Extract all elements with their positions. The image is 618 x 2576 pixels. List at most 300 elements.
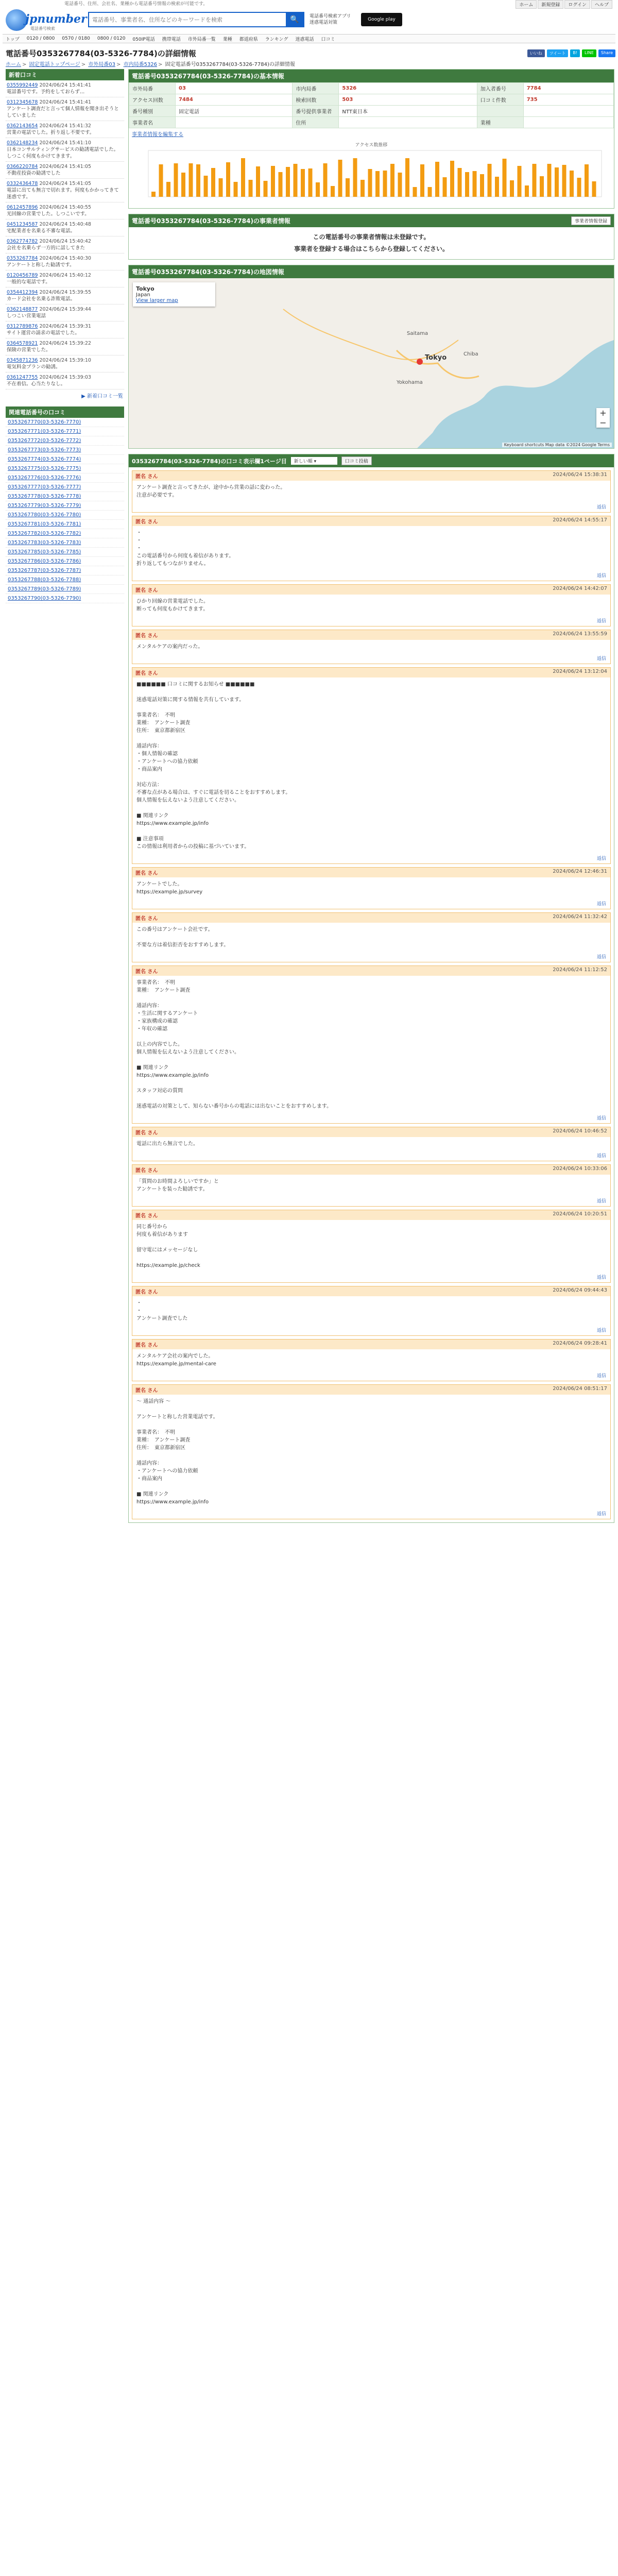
recent-review-number[interactable]: 0332436478 <box>7 181 38 187</box>
review-author: 匿名 さん <box>135 1168 158 1174</box>
access-bar <box>316 182 320 197</box>
review-item <box>132 912 611 962</box>
review-item <box>132 1127 611 1161</box>
recent-review-number[interactable]: 0362143654 <box>7 123 38 129</box>
recent-review-number[interactable]: 0354412394 <box>7 290 38 295</box>
access-bar <box>271 166 275 197</box>
review-author: 匿名 さん <box>135 633 158 639</box>
access-bar <box>540 176 544 197</box>
nav-item[interactable]: 市外局番一覧 <box>187 37 216 42</box>
review-header <box>132 913 610 923</box>
basic-info-table <box>129 82 614 128</box>
google-play-badge[interactable]: Google play <box>361 13 402 26</box>
zoom-in-icon[interactable]: + <box>599 408 607 418</box>
related-number-link[interactable]: 0353267789(03-5326-7789) <box>6 585 124 594</box>
basic-info-key: 検索回数 <box>293 94 339 106</box>
basic-info-value: 5326 <box>339 83 477 94</box>
recent-review-number[interactable]: 0451234587 <box>7 222 38 227</box>
recent-review-text: サイト運営の請求の電話でした。 <box>7 330 80 336</box>
basic-info-key: 市内局番 <box>293 83 339 94</box>
review-body: ひかり回線の営業電話でした。 断っても何度もかけてきます。 <box>136 599 209 612</box>
review-author: 匿名 さん <box>135 1388 158 1394</box>
access-bar <box>308 168 313 197</box>
access-bar <box>338 160 342 197</box>
review-body: 事業者名： 不明 業種： アンケート調査 通話内容： ・生活に関するアンケート ・家族構成の確認 ・年収の確認 以上の内容でした。 個人情報を伝えないよう注意してください。 ■ 関連リンク https://www.example.jp/info スタッフ対応の質問 迷惑電話の対策として、知らない番号からの電話には出ないことをおすすめします。 <box>136 980 332 1109</box>
breadcrumb-local-code[interactable]: 市内局番5326 <box>123 62 158 67</box>
review-reply-link[interactable]: 返信 <box>596 619 606 624</box>
recent-review-number[interactable]: 0345871236 <box>7 358 38 363</box>
access-bar <box>256 166 260 197</box>
access-bar <box>405 158 409 197</box>
related-number-link[interactable]: 0353267790(03-5326-7790) <box>6 594 124 603</box>
map-card-title: Tokyo <box>136 285 154 292</box>
search-box <box>88 12 304 27</box>
basic-info-value: 7484 <box>176 94 293 106</box>
recent-review-date: 2024/06/24 15:40:48 <box>39 222 91 227</box>
review-body: ・ ・ ・ この電話番号から何度も着信があります。 折り返してもつながりません。 <box>136 530 234 567</box>
access-bar <box>547 164 552 197</box>
basic-info-value: 固定電話 <box>176 106 293 117</box>
access-bar <box>219 178 223 197</box>
logo-text: jpnumber <box>25 12 87 26</box>
review-item <box>132 1286 611 1336</box>
review-item <box>132 470 611 513</box>
access-bar <box>353 158 357 197</box>
related-number-link[interactable]: 0353267779(03-5326-7779) <box>6 501 124 511</box>
review-author: 匿名 さん <box>135 1130 158 1136</box>
header <box>3 5 615 34</box>
access-bar <box>480 174 484 197</box>
map-heading <box>129 265 614 278</box>
recent-review-item <box>6 372 124 389</box>
breadcrumb-home[interactable]: ホーム <box>6 62 21 67</box>
recent-review-text: 一般的な電話です。 <box>7 279 50 285</box>
related-number-link[interactable]: 0353267771(03-5326-7771) <box>6 427 124 436</box>
register-business-button[interactable]: 事業者情報登録 <box>571 216 611 225</box>
related-number-link[interactable]: 0353267776(03-5326-7776) <box>6 473 124 483</box>
basic-info-key: 口コミ件数 <box>477 94 523 106</box>
review-sort-select[interactable]: 新しい順 ▾ <box>291 457 337 465</box>
map-label-chiba: Chiba <box>464 351 478 357</box>
review-header <box>132 668 610 677</box>
share-buttons <box>527 49 615 57</box>
access-bar <box>390 164 394 197</box>
review-author: 匿名 さん <box>135 1343 158 1348</box>
review-header <box>132 1385 610 1395</box>
related-number-link[interactable]: 0353267780(03-5326-7780) <box>6 511 124 520</box>
recent-more-label: 新着口コミ一覧 <box>87 394 123 399</box>
access-chart-title: アクセス数推移 <box>355 143 388 148</box>
review-item <box>132 1210 611 1283</box>
review-author: 匿名 さん <box>135 969 158 975</box>
recent-review-number[interactable]: 0362148877 <box>7 307 38 312</box>
recent-review-item <box>6 219 124 236</box>
recent-review-number[interactable]: 0361247755 <box>7 375 38 380</box>
reviews-title: 0353267784(03-5326-7784)の口コミ表示欄1ページ目 <box>132 457 287 465</box>
recent-review-text: アンケートと称した勧誘です。 <box>7 262 75 268</box>
review-author: 匿名 さん <box>135 671 158 676</box>
review-reply-link[interactable]: 返信 <box>596 902 606 907</box>
review-reply-link[interactable]: 返信 <box>596 1374 606 1379</box>
nav-item[interactable]: 口コミ <box>321 37 335 42</box>
basic-info-key: 住所 <box>293 117 339 128</box>
review-body: メンタルケアの案内だった。 <box>136 644 203 650</box>
access-bar <box>241 158 245 197</box>
recent-review-item <box>6 253 124 270</box>
share-like-button[interactable]: いいね <box>527 49 545 57</box>
review-author: 匿名 さん <box>135 871 158 876</box>
recent-review-text: 電気料金プランの勧誘。 <box>7 364 61 370</box>
map-view[interactable] <box>129 278 614 448</box>
access-bar <box>301 169 305 197</box>
nav-item[interactable]: ランキング <box>265 37 288 42</box>
access-bar <box>204 176 208 197</box>
recent-review-text: 電話番号です。予約をしておらず… <box>7 89 85 95</box>
map-label-tokyo: Tokyo <box>425 354 447 362</box>
top-tagline: 電話番号、住所、会社名、業種から電話番号情報の検索が可能です。 <box>3 0 615 5</box>
recent-reviews-heading: 新着口コミ <box>6 69 124 80</box>
recent-review-item <box>6 321 124 338</box>
review-item <box>132 667 611 864</box>
basic-info-row <box>129 94 614 106</box>
access-bar <box>533 164 537 197</box>
related-number-link[interactable]: 0353267788(03-5326-7788) <box>6 575 124 585</box>
review-date: 2024/06/24 10:20:51 <box>553 1211 607 1217</box>
access-bar <box>443 177 447 197</box>
access-bar <box>286 167 290 197</box>
basic-info-key <box>477 106 523 117</box>
recent-review-date: 2024/06/24 15:40:30 <box>39 256 91 261</box>
search-button[interactable] <box>286 13 303 26</box>
recent-review-number[interactable]: 0353267784 <box>7 256 38 261</box>
access-bar <box>450 161 454 197</box>
review-item <box>132 1384 611 1519</box>
business-info-title: 電話番号0353267784(03-5326-7784)の事業者情報 <box>132 217 290 225</box>
basic-info-key: 事業者名 <box>129 117 176 128</box>
recent-review-date: 2024/06/24 15:39:22 <box>39 341 91 346</box>
map-info-card <box>133 282 215 307</box>
access-bar <box>570 171 574 197</box>
review-body: 「質問のお時間よろしいですか」と アンケートを装った勧誘です。 <box>136 1179 219 1192</box>
breadcrumb-landline[interactable]: 固定電話トップページ <box>29 62 80 67</box>
logo-subtext: 電話番号検索 <box>30 26 55 31</box>
review-item <box>132 867 611 909</box>
recent-review-date: 2024/06/24 15:41:10 <box>39 140 91 146</box>
review-header <box>132 585 610 595</box>
access-bar <box>525 185 529 197</box>
review-header <box>132 1286 610 1296</box>
basic-info-value <box>523 106 613 117</box>
page-title: 電話番号0353267784(03-5326-7784)の詳細情報 <box>6 48 196 58</box>
review-author: 匿名 さん <box>135 588 158 594</box>
review-date: 2024/06/24 13:12:04 <box>553 669 607 674</box>
review-body: 同じ番号から 何度も着信があります 留守電にはメッセージなし https://example.jp/check <box>136 1224 200 1268</box>
related-number-link[interactable]: 0353267772(03-5326-7772) <box>6 436 124 446</box>
business-unregistered-msg: この電話番号の事業者情報は未登録です。 <box>313 233 430 241</box>
review-date: 2024/06/24 13:55:59 <box>553 631 607 637</box>
search-icon: 🔍 <box>290 15 299 24</box>
access-chart-svg <box>133 148 607 205</box>
top-link-home[interactable]: ホーム <box>516 0 537 9</box>
recent-review-number[interactable]: 0362774782 <box>7 239 38 244</box>
recent-review-number[interactable]: 0355992449 <box>7 82 38 88</box>
access-bar <box>226 162 230 197</box>
recent-review-text: 保険の営業でした。 <box>7 347 51 353</box>
basic-info-title: 電話番号0353267784(03-5326-7784)の基本情報 <box>132 73 284 80</box>
recent-review-number[interactable]: 0364578921 <box>7 341 38 346</box>
nav-item[interactable]: 0570 / 0180 <box>62 36 90 41</box>
review-reply-link[interactable]: 返信 <box>596 573 606 579</box>
review-item <box>132 630 611 664</box>
zoom-out-icon[interactable]: − <box>599 418 607 428</box>
map-card-sub: Japan <box>136 292 150 298</box>
review-body: 電話に出たら無言でした。 <box>136 1141 198 1147</box>
recent-review-text: 電話に出ても無言で切れます。何度もかかってきて迷惑です。 <box>7 188 119 200</box>
basic-info-value: 03 <box>176 83 293 94</box>
breadcrumb-area-code[interactable]: 市外局番03 <box>88 62 115 67</box>
access-bar <box>166 182 170 197</box>
basic-info-value <box>176 117 293 128</box>
share-hatena-button[interactable]: B! <box>570 49 580 57</box>
access-bar <box>383 171 387 197</box>
review-date: 2024/06/24 08:51:17 <box>553 1386 607 1392</box>
access-bar <box>234 182 238 197</box>
post-review-button[interactable]: 口コミ投稿 <box>341 456 372 465</box>
recent-review-text: 不動産投資の勧誘でした <box>7 171 61 176</box>
map-zoom-controls <box>596 408 610 428</box>
related-number-link[interactable]: 0353267781(03-5326-7781) <box>6 520 124 529</box>
review-date: 2024/06/24 14:42:07 <box>553 586 607 591</box>
access-bar <box>398 173 402 197</box>
recent-review-item <box>6 179 124 202</box>
review-item <box>132 965 611 1124</box>
access-bar <box>562 165 566 197</box>
basic-info-value: 7784 <box>523 83 613 94</box>
recent-review-date: 2024/06/24 15:39:10 <box>39 358 91 363</box>
business-info-panel <box>128 214 614 260</box>
basic-info-row <box>129 106 614 117</box>
review-body: ・ ・ アンケート調査でした <box>136 1300 188 1321</box>
review-header <box>132 868 610 877</box>
related-number-link[interactable]: 0353267774(03-5326-7774) <box>6 455 124 464</box>
recent-review-number[interactable]: 0612457896 <box>7 205 38 210</box>
app-promo-text: 電話番号検索アプリ 迷惑電話対策 <box>310 14 351 25</box>
related-number-link[interactable]: 0353267785(03-5326-7785) <box>6 548 124 557</box>
search-input[interactable] <box>89 13 286 26</box>
nav-item[interactable]: トップ <box>6 37 20 42</box>
recent-review-number[interactable]: 0312345678 <box>7 99 38 105</box>
map-label-yokohama: Yokohama <box>397 380 423 385</box>
access-bar <box>360 180 365 197</box>
review-reply-link[interactable]: 返信 <box>596 505 606 510</box>
access-bar <box>510 180 514 197</box>
share-tweet-button[interactable]: ツイート <box>547 49 569 57</box>
access-bar <box>435 162 439 197</box>
recent-review-date: 2024/06/24 15:41:32 <box>39 123 91 129</box>
review-date: 2024/06/24 14:55:17 <box>553 517 607 523</box>
main-nav <box>3 34 615 43</box>
columns <box>3 69 615 1528</box>
access-bar <box>368 169 372 197</box>
nav-item[interactable]: 0800 / 0120 <box>97 36 126 41</box>
related-number-link[interactable]: 0353267782(03-5326-7782) <box>6 529 124 538</box>
edit-business-link[interactable]: 事業者情報を編集する <box>132 132 183 138</box>
recent-review-text: 光回線の営業でした。しつこいです。 <box>7 211 90 217</box>
review-body: メンタルケア会社の案内でした。 https://example.jp/mental-care <box>136 1353 216 1367</box>
recent-review-date: 2024/06/24 15:39:55 <box>39 290 91 295</box>
map-pin-icon <box>417 359 423 365</box>
nav-item[interactable]: 迷惑電話 <box>295 37 314 42</box>
access-bar <box>323 163 328 197</box>
review-header <box>132 471 610 481</box>
map-title: 電話番号0353267784(03-5326-7784)の地図情報 <box>132 268 284 276</box>
access-bar <box>159 164 163 197</box>
recent-reviews-list <box>6 80 124 389</box>
main-content <box>128 69 614 1528</box>
review-date: 2024/06/24 15:38:31 <box>553 472 607 478</box>
access-bar <box>196 164 200 197</box>
related-number-link[interactable]: 0353267775(03-5326-7775) <box>6 464 124 473</box>
access-bar <box>189 163 193 197</box>
nav-item[interactable]: 0120 / 0800 <box>26 36 55 41</box>
review-author: 匿名 さん <box>135 474 158 480</box>
related-number-link[interactable]: 0353267770(03-5326-7770) <box>6 418 124 427</box>
review-date: 2024/06/24 09:44:43 <box>553 1287 607 1293</box>
top-nav <box>516 0 612 9</box>
recent-review-text: 日本コンサルティングサービスの勧誘電話でした。しつこく何度もかけてきます。 <box>7 147 119 159</box>
access-bar <box>264 181 268 197</box>
recent-review-date: 2024/06/24 15:40:42 <box>39 239 91 244</box>
sidebar <box>6 69 124 1528</box>
recent-review-text: 営業の電話でした。折り返し不要です。 <box>7 130 95 135</box>
access-bar <box>585 164 589 197</box>
access-bar <box>555 167 559 197</box>
recent-review-date: 2024/06/24 15:39:31 <box>39 324 91 329</box>
nav-item[interactable]: 業種 <box>222 37 232 42</box>
map-footer: Keyboard shortcuts Map data ©2024 Google Terms <box>502 443 612 447</box>
recent-review-number[interactable]: 0312789876 <box>7 324 38 329</box>
recent-review-date: 2024/06/24 15:39:44 <box>39 307 91 312</box>
recent-review-date: 2024/06/24 15:41:41 <box>39 82 91 88</box>
recent-review-date: 2024/06/24 15:40:55 <box>39 205 91 210</box>
access-bar <box>249 180 253 197</box>
map-panel <box>128 265 614 449</box>
basic-info-value: 503 <box>339 94 477 106</box>
access-bar <box>503 159 507 197</box>
review-date: 2024/06/24 11:32:42 <box>553 914 607 920</box>
recent-review-date: 2024/06/24 15:41:41 <box>39 99 91 105</box>
recent-review-item <box>6 287 124 304</box>
review-date: 2024/06/24 11:12:52 <box>553 967 607 973</box>
access-bar <box>420 164 424 197</box>
recent-review-date: 2024/06/24 15:41:05 <box>39 164 91 170</box>
review-reply-link[interactable]: 返信 <box>596 1512 606 1517</box>
access-bar <box>375 171 380 197</box>
review-item <box>132 584 611 626</box>
review-body: この番号はアンケート会社です。 不要な方は着信拒否をおすすめします。 <box>136 927 229 948</box>
review-reply-link[interactable]: 返信 <box>596 656 606 662</box>
related-number-link[interactable]: 0353267777(03-5326-7777) <box>6 483 124 492</box>
site-logo[interactable] <box>6 7 87 32</box>
review-sort-value: 新しい順 <box>294 459 313 464</box>
related-numbers-heading: 関連電話番号の口コミ <box>6 406 124 418</box>
related-number-link[interactable]: 0353267773(03-5326-7773) <box>6 446 124 455</box>
review-reply-link[interactable]: 返信 <box>596 1328 606 1333</box>
basic-info-key: 番号提供事業者 <box>293 106 339 117</box>
access-bar <box>428 187 432 197</box>
basic-info-value <box>339 117 477 128</box>
review-header <box>132 516 610 526</box>
recent-review-item <box>6 138 124 162</box>
page-root <box>3 0 615 1528</box>
nav-item[interactable]: 都道府県 <box>239 37 258 42</box>
access-bar <box>473 171 477 197</box>
access-chart <box>129 139 614 208</box>
review-author: 匿名 さん <box>135 1213 158 1219</box>
share-line-button[interactable]: LINE <box>582 49 596 57</box>
related-number-link[interactable]: 0353267786(03-5326-7786) <box>6 557 124 566</box>
access-bar <box>413 187 417 197</box>
recent-review-item <box>6 121 124 138</box>
nav-item[interactable]: 携帯電話 <box>162 37 181 42</box>
nav-item[interactable]: 050IP電話 <box>132 37 155 42</box>
review-reply-link[interactable]: 返信 <box>596 1154 606 1159</box>
review-header <box>132 630 610 640</box>
basic-info-row <box>129 83 614 94</box>
review-reply-link[interactable]: 返信 <box>596 955 606 960</box>
related-number-link[interactable]: 0353267783(03-5326-7783) <box>6 538 124 548</box>
recent-review-number[interactable]: 0362148234 <box>7 140 38 146</box>
access-bar <box>465 172 469 197</box>
share-facebook-button[interactable]: Share <box>598 49 615 57</box>
top-link-register[interactable]: 新規登録 <box>538 0 563 9</box>
basic-info-heading <box>129 70 614 82</box>
recent-review-number[interactable]: 0366220784 <box>7 164 38 170</box>
map-larger-link[interactable]: View larger map <box>136 298 178 303</box>
review-reply-link[interactable]: 返信 <box>596 856 606 861</box>
review-header <box>132 1210 610 1220</box>
review-reply-link[interactable]: 返信 <box>596 1116 606 1121</box>
review-reply-link[interactable]: 返信 <box>596 1199 606 1204</box>
review-header <box>132 1340 610 1349</box>
review-date: 2024/06/24 12:46:31 <box>553 869 607 874</box>
top-link-login[interactable]: ログイン <box>564 0 590 9</box>
review-reply-link[interactable]: 返信 <box>596 1275 606 1280</box>
access-bar <box>346 178 350 197</box>
basic-info-key: 加入者番号 <box>477 83 523 94</box>
recent-review-text: 会社を名乗らず一方的に話してきた <box>7 245 85 251</box>
review-date: 2024/06/24 10:46:52 <box>553 1128 607 1134</box>
review-item <box>132 1164 611 1207</box>
business-register-msg[interactable]: 事業者を登録する場合はこちらから登録してください。 <box>294 245 449 252</box>
recent-review-item <box>6 162 124 179</box>
recent-review-text: 不在着信。心当たりなし。 <box>7 381 66 387</box>
breadcrumb: ホーム > 固定電話トップページ > 市外局番03 > 市内局番5326 > 固定電話番号0353267784(03-5326-7784)の詳細情報 <box>6 62 295 67</box>
recent-review-date: 2024/06/24 15:40:12 <box>39 273 91 278</box>
review-header <box>132 966 610 976</box>
map-label-saitama: Saitama <box>407 331 428 336</box>
recent-review-number[interactable]: 0120456789 <box>7 273 38 278</box>
recent-more-link[interactable]: ▶ 新着口コミ一覧 <box>81 394 123 399</box>
access-bar <box>174 163 178 197</box>
related-number-link[interactable]: 0353267778(03-5326-7778) <box>6 492 124 501</box>
related-number-link[interactable]: 0353267787(03-5326-7787) <box>6 566 124 575</box>
review-header <box>132 1127 610 1137</box>
review-author: 匿名 さん <box>135 916 158 922</box>
review-author: 匿名 さん <box>135 1290 158 1295</box>
top-link-help[interactable]: ヘルプ <box>591 0 612 9</box>
access-bar <box>331 186 335 197</box>
